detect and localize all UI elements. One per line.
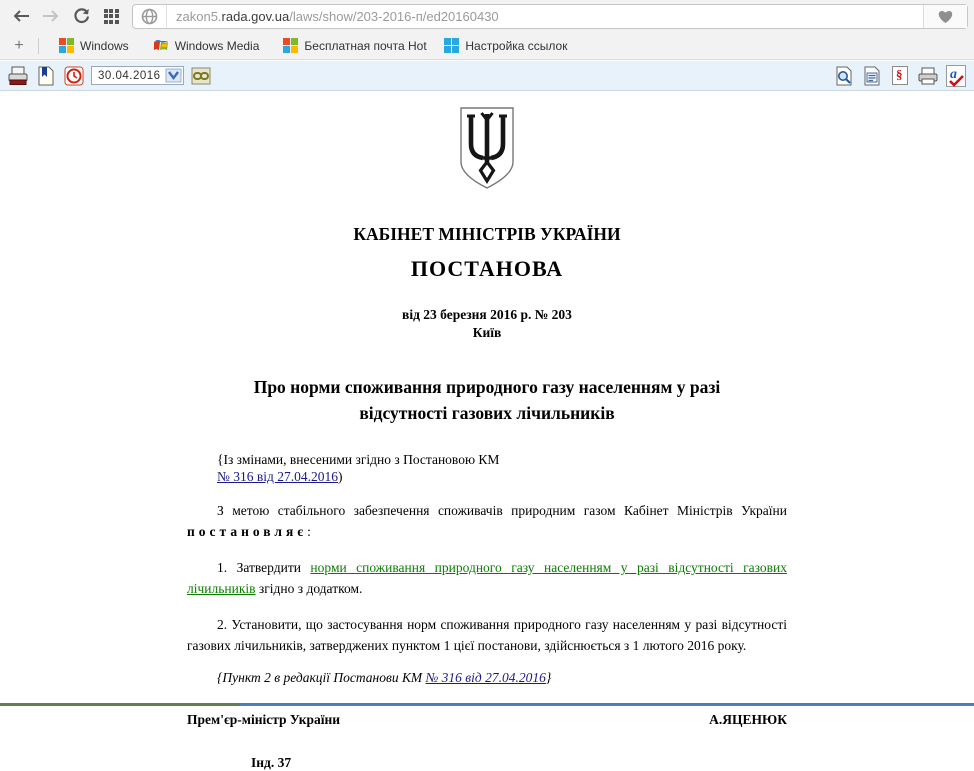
document-page xyxy=(0,91,974,770)
url-domain: rada.gov.ua xyxy=(221,8,290,24)
bottom-progress-bar xyxy=(0,703,974,706)
url-text[interactable] xyxy=(176,9,923,24)
amendment-note xyxy=(187,451,787,485)
history-clock-icon xyxy=(64,66,84,86)
windows-logo-icon xyxy=(59,38,74,53)
search-in-text-button[interactable] xyxy=(832,65,856,87)
print-icon xyxy=(917,66,939,86)
back-arrow-icon xyxy=(12,9,30,23)
bookmark-windows-media[interactable] xyxy=(153,38,260,53)
spellcheck-button[interactable] xyxy=(944,65,968,87)
windows-logo-icon xyxy=(283,38,298,53)
amendment-link[interactable]: № 316 від 27.04.2016 xyxy=(217,469,338,484)
search-page-icon xyxy=(834,66,854,86)
windows-media-icon xyxy=(153,38,169,53)
speed-dial-button[interactable] xyxy=(96,3,126,29)
print-icon xyxy=(7,66,29,86)
index-line: Інд. 37 xyxy=(251,755,292,770)
doc-title-line2: відсутності газових лічильників xyxy=(359,403,615,423)
emblem-wrap xyxy=(187,91,787,195)
bookmarks-separator xyxy=(38,38,39,54)
doc-date-line: від 23 березня 2016 р. № 203 xyxy=(402,307,572,322)
back-button[interactable] xyxy=(6,3,36,29)
signature-name: А.ЯЦЕНЮК xyxy=(709,712,787,727)
save-bookmark-button[interactable] xyxy=(34,65,58,87)
bookmark-links-setup[interactable] xyxy=(444,38,567,53)
url-subdomain: zakon5. xyxy=(176,8,222,24)
bookmark-label: Настройка ссылок xyxy=(465,38,568,53)
url-path: /laws/show/203-2016-п/ed20160430 xyxy=(289,8,499,24)
preamble-text: З метою стабільного забезпечення споживачів природним газом Кабінет Міністрів України xyxy=(217,503,787,518)
toolbar-right-group xyxy=(830,65,970,87)
globe-icon xyxy=(141,8,158,25)
revision-note xyxy=(187,670,787,686)
preamble-bold-word: постановляє xyxy=(187,524,308,539)
red-check-icon xyxy=(948,75,966,87)
signature-title: Прем'єр-міністр України xyxy=(187,712,341,727)
permalink-button[interactable] xyxy=(189,65,213,87)
card-page-icon xyxy=(862,66,882,86)
item1-pre: 1. Затвердити xyxy=(217,560,311,575)
revision-link[interactable]: № 316 від 27.04.2016 xyxy=(425,670,546,685)
ukraine-trident-emblem-icon xyxy=(456,106,518,190)
org-name: КАБІНЕТ МІНІСТРІВ УКРАЇНИ xyxy=(353,224,621,244)
bookmark-label: Windows xyxy=(80,38,129,53)
revision-note-post: } xyxy=(545,670,552,685)
doc-title-line1: Про норми споживання природного газу населенням у разі xyxy=(253,377,721,397)
bookmark-label: Windows Media xyxy=(174,38,260,53)
print-button[interactable] xyxy=(6,65,30,87)
amendment-line1: {Із змінами, внесеними згідно з Постановою КМ xyxy=(217,452,500,467)
bookmarks-bar xyxy=(0,32,974,59)
chevron-down-icon xyxy=(166,69,181,82)
site-badge[interactable] xyxy=(133,5,167,28)
paragraph-item2: 2. Установити, що застосування норм споживання природного газу населенням у разі відсутності газових лічильників, затверджених пунктом 1 цієї постанови, здійснюється з 1 лютого 2016 року. xyxy=(187,617,787,653)
bookmark-label: Бесплатная почта Hot xyxy=(304,38,427,53)
paragraph-item1 xyxy=(187,557,787,599)
reload-button[interactable] xyxy=(66,3,96,29)
signature-row xyxy=(187,712,787,728)
preamble-colon: : xyxy=(307,524,311,539)
doc-title xyxy=(187,374,787,426)
bottom-progress-green-segment xyxy=(0,703,240,706)
heart-icon xyxy=(937,9,954,24)
doc-type: ПОСТАНОВА xyxy=(410,256,564,281)
tiles-grid-icon xyxy=(104,9,119,24)
date-select[interactable] xyxy=(91,66,184,85)
date-value: 30.04.2016 xyxy=(98,69,161,82)
browser-chrome xyxy=(0,0,974,60)
law-section-icon: § xyxy=(892,66,908,85)
forward-arrow-icon xyxy=(42,9,60,23)
paragraph-preamble xyxy=(187,500,787,542)
address-row xyxy=(0,0,974,32)
revision-note-pre: {Пункт 2 в редакції Постанови КМ xyxy=(217,670,426,685)
item1-post: згідно з додатком. xyxy=(255,581,363,596)
doc-card-button[interactable] xyxy=(860,65,884,87)
bookmark-heart-button[interactable] xyxy=(923,5,967,28)
reload-icon xyxy=(73,8,90,25)
history-button[interactable] xyxy=(62,65,86,87)
norms-link[interactable]: норми споживання природного газу населенням у разі відсутності газових лічильників xyxy=(187,560,787,596)
law-text-button[interactable] xyxy=(888,65,912,87)
amendment-close: ) xyxy=(338,469,343,484)
bookmark-hotmail[interactable] xyxy=(283,38,427,53)
doc-city: Київ xyxy=(472,325,502,340)
print-page-button[interactable] xyxy=(916,65,940,87)
blue-squares-icon xyxy=(444,38,459,53)
address-bar[interactable] xyxy=(132,4,968,29)
forward-button[interactable] xyxy=(36,3,66,29)
bookmark-windows[interactable] xyxy=(59,38,129,53)
add-bookmark-button[interactable]: + xyxy=(14,36,24,54)
spellcheck-icon: a xyxy=(946,65,966,87)
bookmark-page-icon xyxy=(37,66,55,86)
site-toolbar xyxy=(0,60,974,91)
link-chain-icon xyxy=(190,66,212,86)
